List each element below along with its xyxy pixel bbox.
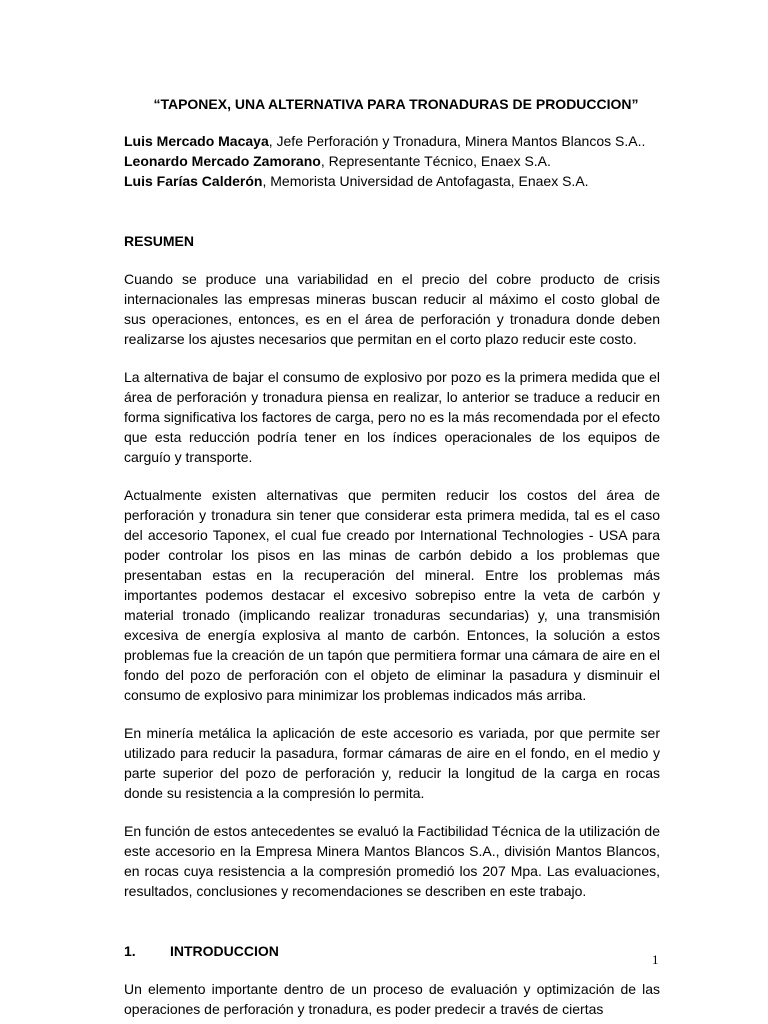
introduccion-paragraph: Un elemento importante dentro de un proceso de evaluación y optimización de las operaciones de perforación y tronadura, es poder predecir a través de ciertas (124, 981, 660, 1017)
author-name: Luis Mercado Macaya (124, 133, 269, 149)
author-line (124, 171, 660, 191)
author-affiliation: , Memorista Universidad de Antofagasta, Enaex S.A. (262, 173, 589, 189)
resumen-paragraph: Actualmente existen alternativas que permiten reducir los costos del área de perforación y tronadura sin tener que considerar esta primera medida, tal es el caso del accesorio Taponex, el cual fue creado por International Technologies - USA para poder controlar los pisos en las minas de carbón debido a los problemas que presentaban estas en la recuperación del mineral. Entre los problemas más importantes podemos destacar el excesivo sobrepiso entre la veta de carbón y material tronado (implicando realizar tronaduras secundarias) y, una transmisión excesiva de energía explosiva al manto de carbón. Entonces, la solución a estos problemas fue la creación de un tapón que permitiera formar una cámara de aire en el fondo del pozo de perforación con el objeto de eliminar la pasadura y disminuir el consumo de explosivo para minimizar los problemas indicados más arriba. (124, 487, 660, 703)
page-content (124, 94, 660, 1019)
author-affiliation: , Representante Técnico, Enaex S.A. (320, 153, 551, 169)
resumen-paragraph: La alternativa de bajar el consumo de explosivo por pozo es la primera medida que el área de perforación y tronadura piensa en realizar, lo anterior se traduce a reducir en forma significativa los factores de carga, pero no es la más recomendada por el efecto que esta reducción podría tener en los índices operacionales de los equipos de carguío y transporte. (124, 369, 660, 465)
author-line (124, 151, 660, 171)
resumen-paragraph: Cuando se produce una variabilidad en el precio del cobre producto de crisis internacionales las empresas mineras buscan reducir al máximo el costo global de sus operaciones, entonces, es en el área de perforación y tronadura donde deben realizarse los ajustes necesarios que permitan en el corto plazo reducir este costo. (124, 271, 660, 347)
introduccion-heading (124, 941, 660, 961)
page-number: 1 (652, 952, 659, 967)
resumen-paragraph: En función de estos antecedentes se evaluó la Factibilidad Técnica de la utilización de este accesorio en la Empresa Minera Mantos Blancos S.A., división Mantos Blancos, en rocas cuya resistencia a la compresión promedió los 207 Mpa. Las evaluaciones, resultados, conclusiones y recomendaciones se describen en este trabajo. (124, 823, 660, 899)
author-affiliation: , Jefe Perforación y Tronadura, Minera Mantos Blancos S.A.. (268, 133, 646, 149)
resumen-paragraph: En minería metálica la aplicación de este accesorio es variada, por que permite ser utilizado para reducir la pasadura, formar cámaras de aire en el fondo, en el medio y parte superior del pozo de perforación y, reducir la longitud de la carga en rocas donde su resistencia a la compresión lo permita. (124, 725, 660, 801)
author-name: Luis Farías Calderón (124, 173, 263, 189)
section-title: INTRODUCCION (170, 943, 279, 959)
author-name: Leonardo Mercado Zamorano (124, 153, 321, 169)
section-number: 1. (124, 943, 136, 959)
author-list (124, 131, 660, 191)
author-line (124, 131, 660, 151)
resumen-heading: RESUMEN (124, 233, 195, 249)
document-title: “TAPONEX, UNA ALTERNATIVA PARA TRONADURAS DE PRODUCCION” (153, 96, 639, 112)
